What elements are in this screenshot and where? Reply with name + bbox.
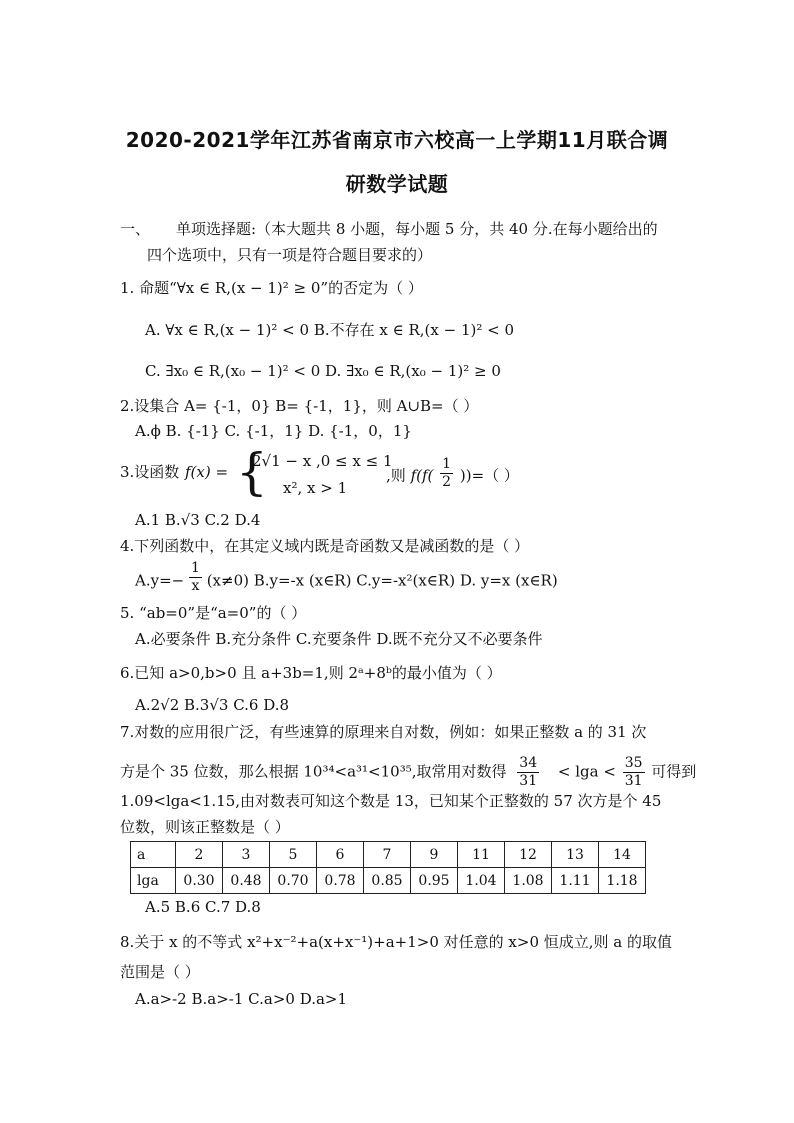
q7-fraction-2-numerator: 35 — [624, 755, 643, 771]
q7-line-2 — [120, 755, 696, 790]
table-cell: 2 — [176, 842, 223, 868]
q7-line-3: 1.09<lga<1.15,由对数表可知这个数是 13，已知某个正整数的 57 次方是个 45 — [120, 792, 662, 810]
table-cell: 3 — [223, 842, 270, 868]
q6-options: A.2√2 B.3√3 C.6 D.8 — [135, 696, 290, 714]
q4-options — [135, 560, 558, 595]
table-cell: 13 — [552, 842, 599, 868]
q3-half-denominator: 2 — [442, 474, 452, 490]
q7-fraction-34-31 — [517, 755, 539, 790]
q7-inequality: < lga < — [557, 762, 616, 781]
q6-stem: 6.已知 a>0,b>0 且 a+3b=1,则 2ᵃ+8ᵇ的最小值为（ ） — [120, 664, 502, 682]
section-number: 一、 — [120, 220, 151, 238]
q7-line-1: 7.对数的应用很广泛，有些速算的原理来自对数，例如：如果正整数 a 的 31 次 — [120, 723, 647, 741]
q3-function-name: f(x) = — [185, 463, 229, 481]
table-cell: 6 — [317, 842, 364, 868]
q1-options-cd: C. ∃x₀ ∈ R,(x₀ − 1)² < 0 D. ∃x₀ ∈ R,(x₀ − 1)² ≥ 0 — [145, 362, 501, 380]
q7-line-2-suffix: 可得到 — [651, 762, 697, 781]
section-heading-line-1: 单项选择题:（本大题共 8 小题，每小题 5 分，共 40 分.在每小题给出的 — [176, 220, 658, 238]
table-cell: 7 — [364, 842, 411, 868]
table-cell: 12 — [505, 842, 552, 868]
table-cell: 11 — [458, 842, 505, 868]
q7-fraction-1-denominator: 31 — [519, 773, 538, 789]
table-cell: 0.30 — [176, 868, 223, 894]
q4-option-a-fraction — [189, 560, 202, 595]
table-row — [131, 868, 646, 894]
table-cell: lga — [131, 868, 176, 894]
q3-suffix-end: ))=（ ） — [459, 466, 519, 485]
q3-half-fraction — [440, 456, 453, 491]
table-cell: 0.48 — [223, 868, 270, 894]
q1-stem: 1. 命题“∀x ∈ R,(x − 1)² ≥ 0”的否定为（ ） — [120, 279, 423, 297]
q5-options: A.必要条件 B.充分条件 C.充要条件 D.既不充分又不必要条件 — [135, 630, 543, 648]
q8-line-1: 8.关于 x 的不等式 x²+x⁻²+a(x+x⁻¹)+a+1>0 对任意的 x>0 恒成立,则 a 的取值 — [120, 933, 672, 951]
q4-fraction-denominator: x — [191, 578, 200, 594]
table-cell: a — [131, 842, 176, 868]
q3-half-numerator: 1 — [442, 456, 452, 472]
q3-options: A.1 B.√3 C.2 D.4 — [135, 511, 261, 529]
q7-fraction-35-31 — [623, 755, 645, 790]
table-cell: 0.95 — [411, 868, 458, 894]
q8-options: A.a>-2 B.a>-1 C.a>0 D.a>1 — [135, 990, 348, 1008]
q4-option-rest: (x≠0) B.y=-x (x∈R) C.y=-x²(x∈R) D. y=x (x∈R) — [206, 571, 558, 590]
table-cell: 1.18 — [599, 868, 646, 894]
q4-stem: 4.下列函数中，在其定义域内既是奇函数又是减函数的是（ ） — [120, 537, 530, 555]
table-row — [131, 842, 646, 868]
q7-fraction-1-numerator: 34 — [519, 755, 538, 771]
page-title-line-2: 研数学试题 — [345, 172, 449, 196]
table-cell: 5 — [270, 842, 317, 868]
table-cell: 0.85 — [364, 868, 411, 894]
q7-options: A.5 B.6 C.7 D.8 — [145, 898, 261, 916]
q3-suffix-ff: f(f( — [410, 466, 434, 485]
section-heading-line-2: 四个选项中，只有一项是符合题目要求的） — [147, 246, 433, 264]
q4-option-a-prefix: A.y=− — [135, 571, 185, 590]
q7-line-4: 位数，则该正整数是（ ） — [120, 818, 290, 836]
q1-options-ab: A. ∀x ∈ R,(x − 1)² < 0 B.不存在 x ∈ R,(x − 1)² < 0 — [145, 321, 515, 339]
q5-stem: 5. “ab=0”是“a=0”的（ ） — [120, 604, 307, 622]
q3-case-1: 2√1 − x ,0 ≤ x ≤ 1 — [252, 452, 393, 470]
table-cell: 0.70 — [270, 868, 317, 894]
q3-piecewise-brace: { — [236, 443, 268, 501]
table-cell: 1.08 — [505, 868, 552, 894]
q4-fraction-numerator: 1 — [191, 560, 200, 576]
q7-line-2-prefix: 方是个 35 位数，那么根据 10³⁴<a³¹<10³⁵,取常用对数得 — [120, 762, 507, 781]
log-table — [130, 841, 646, 894]
q8-line-2: 范围是（ ） — [120, 963, 200, 981]
q3-suffix — [386, 456, 519, 491]
table-cell: 1.04 — [458, 868, 505, 894]
table-cell: 9 — [411, 842, 458, 868]
table-cell: 1.11 — [552, 868, 599, 894]
q2-stem: 2.设集合 A= {-1，0} B= {-1，1}，则 A∪B=（ ） — [120, 397, 479, 415]
page-title-line-1: 2020-2021学年江苏省南京市六校高一上学期11月联合调 — [125, 128, 669, 152]
table-cell: 14 — [599, 842, 646, 868]
q2-options: A.ϕ B. {-1} C. {-1，1} D. {-1，0，1} — [135, 422, 412, 440]
q7-fraction-2-denominator: 31 — [624, 773, 643, 789]
q3-prefix: 3.设函数 — [120, 463, 180, 481]
q3-suffix-comma: ,则 — [386, 466, 406, 485]
q3-case-2: x², x > 1 — [283, 479, 348, 497]
table-cell: 0.78 — [317, 868, 364, 894]
